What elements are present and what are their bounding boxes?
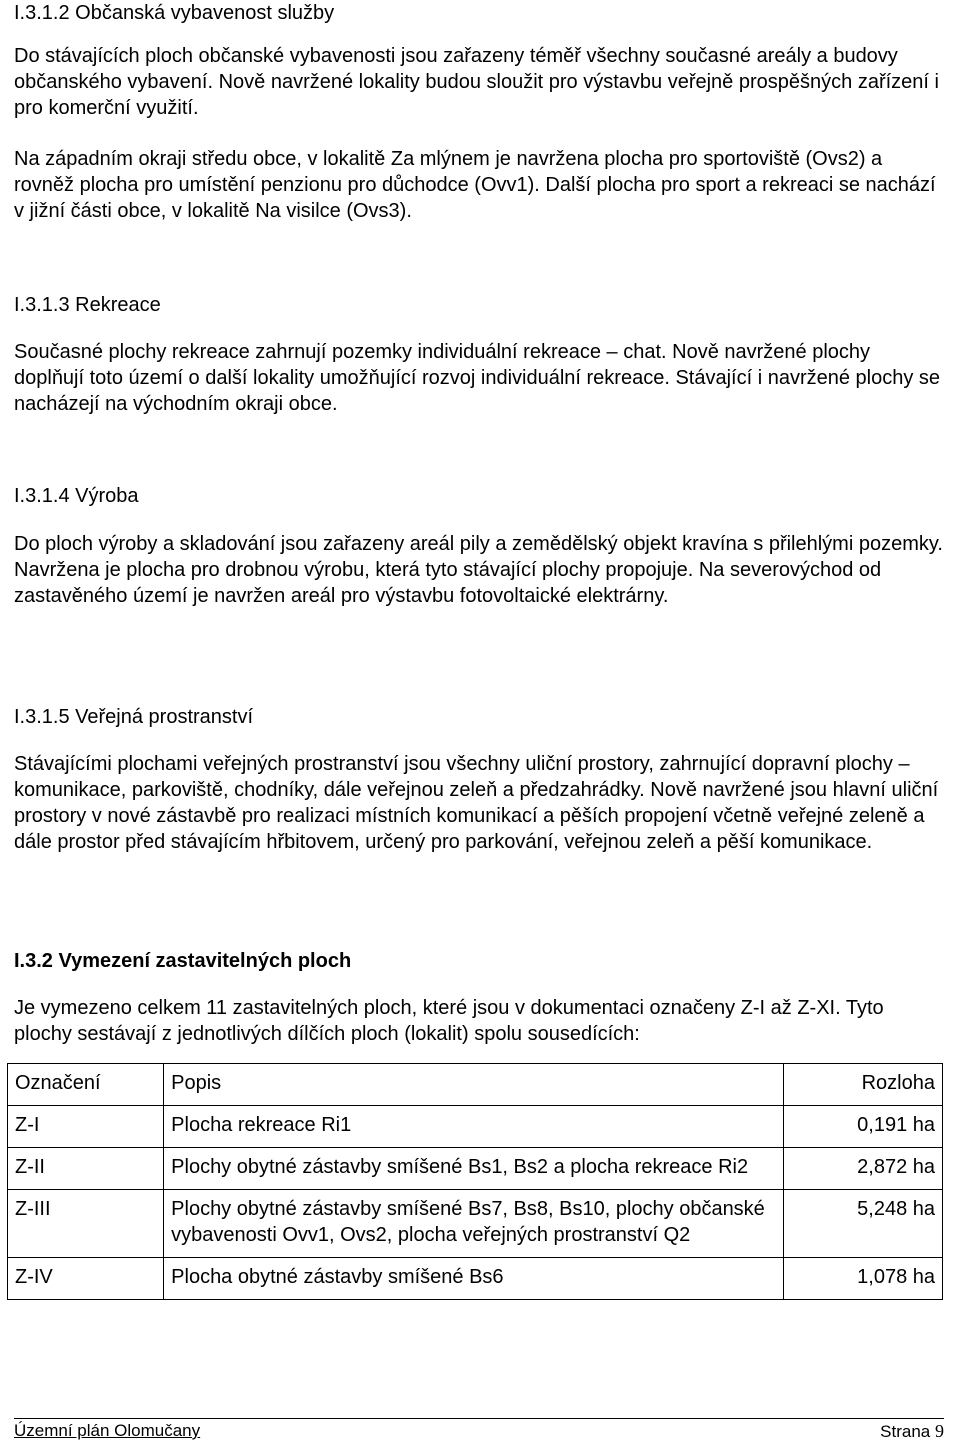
paragraph-public-spaces: Stávajícími plochami veřejných prostranství jsou všechny uliční prostory, zahrnující dopravní plochy – komunikace, parkoviště, chodníky, dále veřejnou zeleň a předzahrádky. Nově navržené jsou hlavní uliční prostory v nové zástavbě pro realizaci místních komunikací a pěších propojení včetně veřejné zeleně a dále prostor před stávajícím hřbitovem, určený pro parkování, veřejnou zeleň a pěší komunikace. <box>14 753 939 853</box>
cell-description: Plochy obytné zástavby smíšené Bs7, Bs8, Bs10, plochy občanské vybavenosti Ovv1, Ovs2, plocha veřejných prostranství Q2 <box>164 1190 783 1258</box>
cell-area: 5,248 ha <box>783 1190 942 1258</box>
cell-description: Plocha obytné zástavby smíšené Bs6 <box>164 1258 783 1300</box>
column-header-description: Popis <box>164 1064 783 1106</box>
cell-area: 2,872 ha <box>783 1148 942 1190</box>
paragraph-civic-amenities-1: Do stávajících ploch občanské vybavenosti jsou zařazeny téměř všechny současné areály a budovy občanského vybavení. Nově navržené lokality budou sloužit pro výstavbu veřejně prospěšných zařízení i pro komerční využití. <box>14 45 939 119</box>
section-heading-developable-areas: I.3.2 Vymezení zastavitelných ploch <box>14 950 352 972</box>
footer-document-title: Územní plán Olomučany <box>14 1421 201 1440</box>
footer-page-digit: 9 <box>935 1421 944 1441</box>
column-header-designation: Označení <box>8 1064 164 1106</box>
developable-areas-table <box>7 1063 943 1300</box>
column-header-area: Rozloha <box>783 1064 942 1106</box>
cell-designation: Z-II <box>8 1148 164 1190</box>
cell-description: Plocha rekreace Ri1 <box>164 1106 783 1148</box>
section-heading-civic-amenities: I.3.1.2 Občanská vybavenost služby <box>14 2 335 24</box>
section-heading-public-spaces: I.3.1.5 Veřejná prostranství <box>14 706 254 728</box>
page-footer <box>14 1418 944 1444</box>
paragraph-production: Do ploch výroby a skladování jsou zařazeny areál pily a zemědělský objekt kravína s přilehlými pozemky. Navržena je plocha pro drobnou výrobu, která tyto stávající plochy propojuje. Na severovýchod od zastavěného území je navržen areál pro výstavbu fotovoltaické elektrárny. <box>14 533 943 607</box>
paragraph-developable-areas: Je vymezeno celkem 11 zastavitelných ploch, které jsou v dokumentaci označeny Z-I až Z-XI. Tyto plochy sestávají z jednotlivých dílčích ploch (lokalit) spolu sousedících: <box>14 997 884 1045</box>
table-row <box>8 1258 943 1300</box>
section-heading-production: I.3.1.4 Výroba <box>14 485 139 507</box>
footer-page-number <box>880 1419 944 1444</box>
table-header-row <box>8 1064 943 1106</box>
table-row <box>8 1190 943 1258</box>
cell-designation: Z-III <box>8 1190 164 1258</box>
cell-description: Plochy obytné zástavby smíšené Bs1, Bs2 a plocha rekreace Ri2 <box>164 1148 783 1190</box>
table-row <box>8 1106 943 1148</box>
paragraph-civic-amenities-2: Na západním okraji středu obce, v lokalitě Za mlýnem je navržena plocha pro sportoviště (Ovs2) a rovněž plocha pro umístění penzionu pro důchodce (Ovv1). Další plocha pro sport a rekreaci se nachází v jižní části obce, v lokalitě Na visilce (Ovs3). <box>14 148 936 222</box>
section-heading-recreation: I.3.1.3 Rekreace <box>14 294 161 316</box>
cell-area: 1,078 ha <box>783 1258 942 1300</box>
footer-page-label: Strana <box>880 1422 931 1441</box>
cell-area: 0,191 ha <box>783 1106 942 1148</box>
paragraph-recreation: Současné plochy rekreace zahrnují pozemky individuální rekreace – chat. Nově navržené plochy doplňují toto území o další lokality umožňující rozvoj individuální rekreace. Stávající i navržené plochy se nacházejí na východním okraji obce. <box>14 341 941 415</box>
cell-designation: Z-IV <box>8 1258 164 1300</box>
table-row <box>8 1148 943 1190</box>
cell-designation: Z-I <box>8 1106 164 1148</box>
